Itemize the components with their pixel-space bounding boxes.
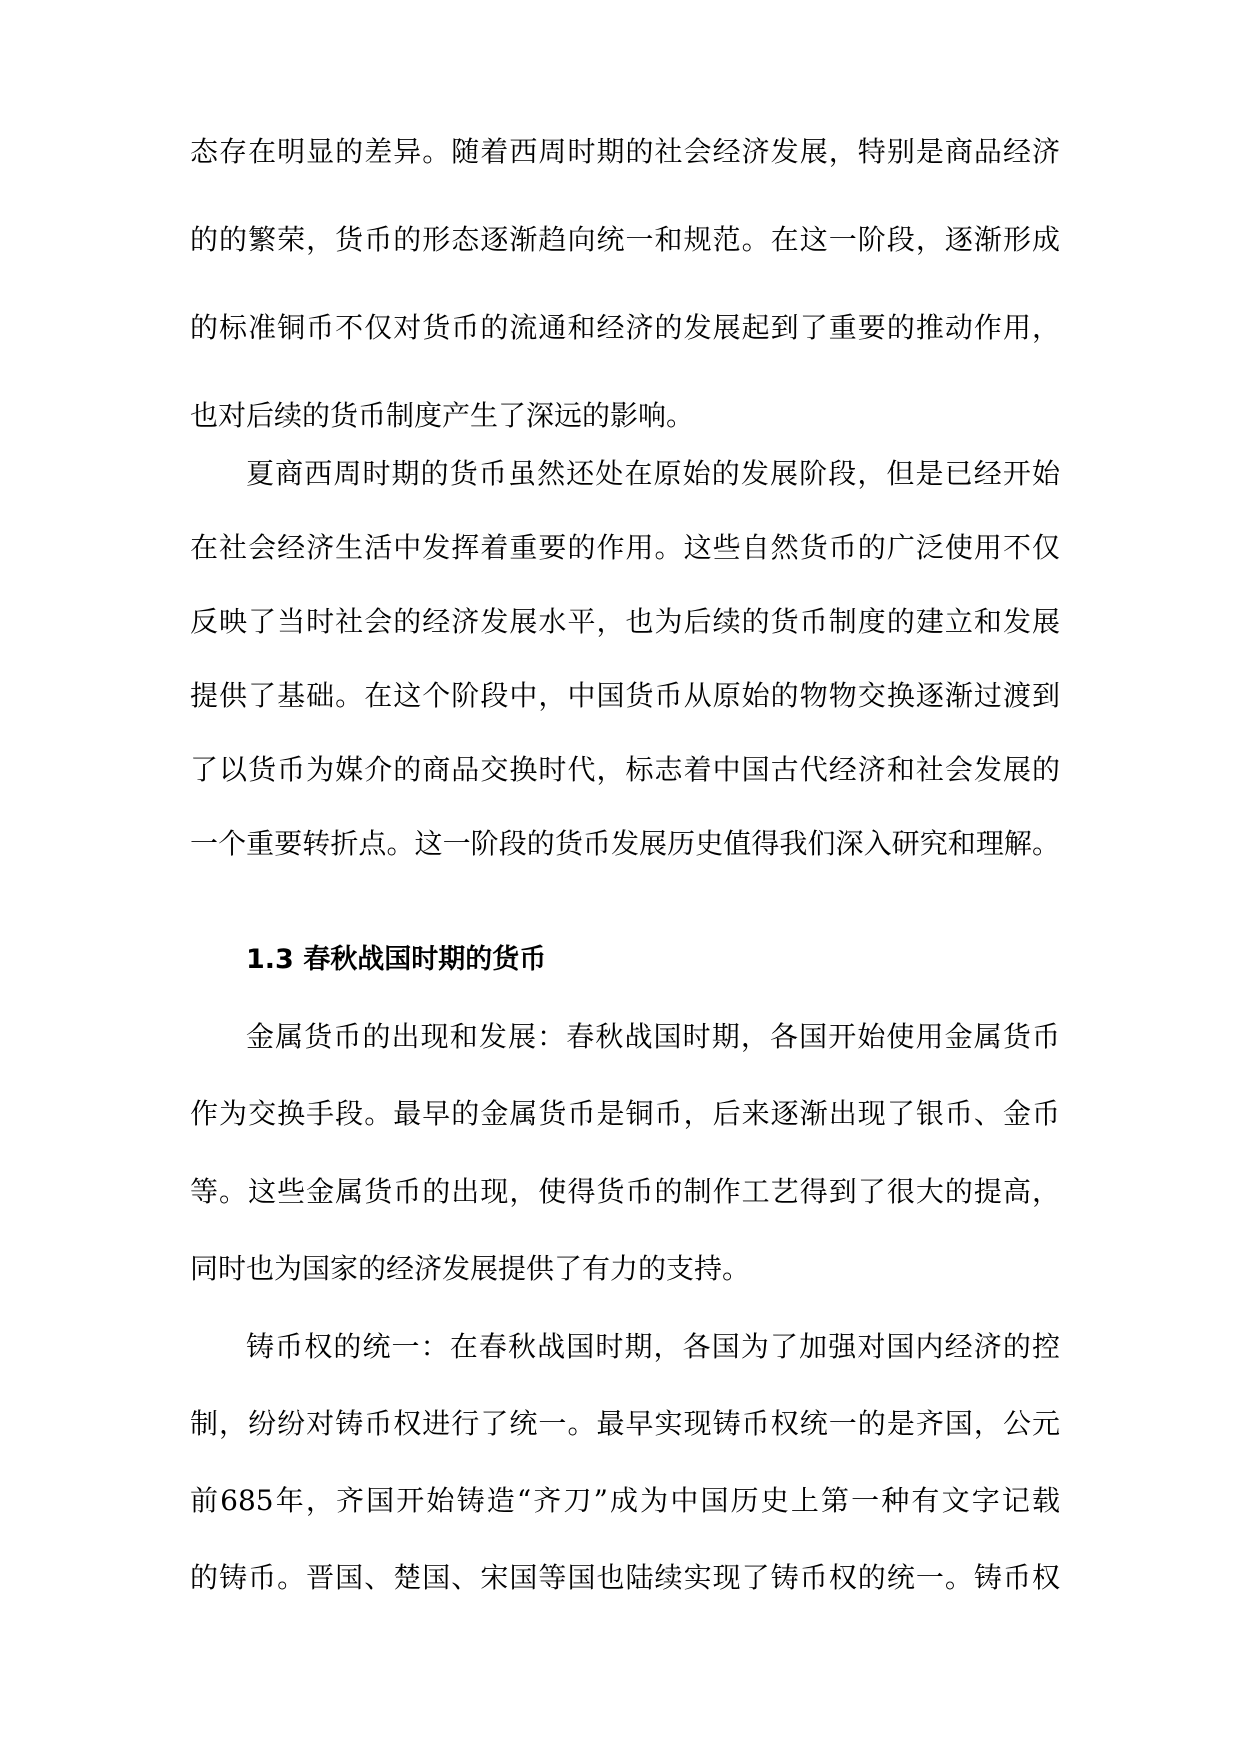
paragraph-4-line-3: 前685年，齐国开始铸造“齐刀”成为中国历史上第一种有文字记载 xyxy=(190,1484,1060,1517)
paragraph-4-line-4: 的铸币。晋国、楚国、宋国等国也陆续实现了铸币权的统一。铸币权 xyxy=(190,1561,1060,1594)
paragraph-1-line-4: 也对后续的货币制度产生了深远的影响。 xyxy=(190,399,695,432)
paragraph-4-line-2: 制，纷纷对铸币权进行了统一。最早实现铸币权统一的是齐国，公元 xyxy=(190,1407,1060,1440)
paragraph-4-line-1: 铸币权的统一：在春秋战国时期，各国为了加强对国内经济的控 xyxy=(246,1330,1060,1363)
paragraph-2-line-4: 提供了基础。在这个阶段中，中国货币从原始的物物交换逐渐过渡到 xyxy=(190,679,1060,712)
section-heading: 1.3 春秋战国时期的货币 xyxy=(246,944,547,975)
paragraph-2-line-1: 夏商西周时期的货币虽然还处在原始的发展阶段，但是已经开始 xyxy=(246,457,1060,490)
paragraph-2-line-6: 一个重要转折点。这一阶段的货币发展历史值得我们深入研究和理解。 xyxy=(190,827,1060,860)
paragraph-1-line-3: 的标准铜币不仅对货币的流通和经济的发展起到了重要的推动作用， xyxy=(190,311,1060,344)
paragraph-1-line-1: 态存在明显的差异。随着西周时期的社会经济发展，特别是商品经济 xyxy=(190,135,1060,168)
paragraph-3-line-3: 等。这些金属货币的出现，使得货币的制作工艺得到了很大的提高， xyxy=(190,1175,1060,1208)
paragraph-1-line-2: 的的繁荣，货币的形态逐渐趋向统一和规范。在这一阶段，逐渐形成 xyxy=(190,223,1060,256)
paragraph-2-line-3: 反映了当时社会的经济发展水平，也为后续的货币制度的建立和发展 xyxy=(190,605,1060,638)
paragraph-2-line-2: 在社会经济生活中发挥着重要的作用。这些自然货币的广泛使用不仅 xyxy=(190,531,1060,564)
paragraph-3-line-2: 作为交换手段。最早的金属货币是铜币，后来逐渐出现了银币、金币 xyxy=(190,1097,1060,1130)
paragraph-3-line-1: 金属货币的出现和发展：春秋战国时期，各国开始使用金属货币 xyxy=(246,1020,1060,1053)
paragraph-3-line-4: 同时也为国家的经济发展提供了有力的支持。 xyxy=(190,1252,751,1285)
paragraph-2-line-5: 了以货币为媒介的商品交换时代，标志着中国古代经济和社会发展的 xyxy=(190,753,1060,786)
